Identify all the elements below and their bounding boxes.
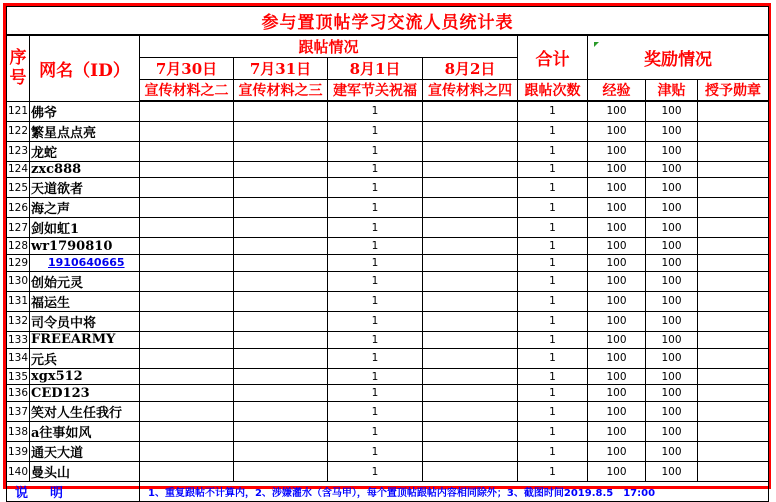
seq-cell: 126 xyxy=(7,198,30,218)
total-cell: 1 xyxy=(518,422,588,442)
day4-cell xyxy=(423,178,518,198)
seq-cell: 132 xyxy=(7,311,30,331)
day1-cell xyxy=(140,331,234,348)
day1-cell xyxy=(140,402,234,422)
experience-cell: 100 xyxy=(588,161,646,178)
day3-cell: 1 xyxy=(328,385,423,402)
day1-cell xyxy=(140,271,234,291)
name-cell: a往事如风 xyxy=(30,422,140,442)
total-cell: 1 xyxy=(518,331,588,348)
follow-count-header: 跟帖次数 xyxy=(518,79,588,101)
day2-cell xyxy=(234,311,328,331)
day2-cell xyxy=(234,238,328,255)
day4-cell xyxy=(423,348,518,368)
day1-cell xyxy=(140,422,234,442)
medal-cell xyxy=(698,238,769,255)
experience-cell: 100 xyxy=(588,311,646,331)
total-cell: 1 xyxy=(518,311,588,331)
day4-cell xyxy=(423,141,518,161)
table-title: 参与置顶帖学习交流人员统计表 xyxy=(7,7,769,35)
day1-cell xyxy=(140,178,234,198)
day1-cell xyxy=(140,141,234,161)
name-cell: xgx512 xyxy=(30,368,140,385)
experience-cell: 100 xyxy=(588,218,646,238)
topic-header-4: 宣传材料之四 xyxy=(423,79,518,101)
day3-cell: 1 xyxy=(328,311,423,331)
day2-cell xyxy=(234,385,328,402)
medal-cell xyxy=(698,348,769,368)
stats-table xyxy=(6,6,769,502)
day2-cell xyxy=(234,291,328,311)
experience-cell: 100 xyxy=(588,422,646,442)
day1-cell xyxy=(140,218,234,238)
day3-cell: 1 xyxy=(328,331,423,348)
table-row xyxy=(7,385,769,402)
table-row xyxy=(7,291,769,311)
day4-cell xyxy=(423,121,518,141)
allowance-header: 津贴 xyxy=(646,79,698,101)
total-cell: 1 xyxy=(518,442,588,462)
day4-cell xyxy=(423,101,518,121)
reward-group-header: 奖励情况 xyxy=(588,35,769,80)
seq-cell: 137 xyxy=(7,402,30,422)
day2-cell xyxy=(234,462,328,482)
seq-cell: 129 xyxy=(7,255,30,272)
seq-cell: 139 xyxy=(7,442,30,462)
allowance-cell: 100 xyxy=(646,271,698,291)
table-row xyxy=(7,121,769,141)
day4-cell xyxy=(423,311,518,331)
sheet-frame xyxy=(3,3,771,502)
day3-cell: 1 xyxy=(328,178,423,198)
seq-cell: 121 xyxy=(7,101,30,121)
total-header: 合计 xyxy=(518,35,588,80)
day4-cell xyxy=(423,161,518,178)
allowance-cell: 100 xyxy=(646,311,698,331)
seq-cell: 127 xyxy=(7,218,30,238)
table-row xyxy=(7,348,769,368)
allowance-cell: 100 xyxy=(646,368,698,385)
seq-cell: 131 xyxy=(7,291,30,311)
total-cell: 1 xyxy=(518,368,588,385)
table-row xyxy=(7,161,769,178)
name-cell: 龙蛇 xyxy=(30,141,140,161)
day1-cell xyxy=(140,311,234,331)
day1-cell xyxy=(140,442,234,462)
day3-cell: 1 xyxy=(328,402,423,422)
total-cell: 1 xyxy=(518,255,588,272)
allowance-cell: 100 xyxy=(646,161,698,178)
experience-cell: 100 xyxy=(588,101,646,121)
total-cell: 1 xyxy=(518,271,588,291)
topic-header-3: 建军节关祝福 xyxy=(328,79,423,101)
allowance-cell: 100 xyxy=(646,385,698,402)
seq-cell: 135 xyxy=(7,368,30,385)
day2-cell xyxy=(234,161,328,178)
day1-cell xyxy=(140,238,234,255)
allowance-cell: 100 xyxy=(646,121,698,141)
total-cell: 1 xyxy=(518,101,588,121)
note-text: 1、重复跟帖不计算内，2、涉嫌灌水（含马甲），每个置顶帖跟帖内容相同除外；3、截图时间2019.8.5 17:00 xyxy=(140,482,769,502)
comment-indicator xyxy=(594,42,599,47)
day2-cell xyxy=(234,101,328,121)
total-cell: 1 xyxy=(518,161,588,178)
day1-cell xyxy=(140,368,234,385)
experience-cell: 100 xyxy=(588,385,646,402)
experience-cell: 100 xyxy=(588,238,646,255)
day4-cell xyxy=(423,385,518,402)
day1-cell xyxy=(140,121,234,141)
allowance-cell: 100 xyxy=(646,198,698,218)
day1-cell xyxy=(140,255,234,272)
name-cell: zxc888 xyxy=(30,161,140,178)
allowance-cell: 100 xyxy=(646,255,698,272)
medal-cell xyxy=(698,311,769,331)
table-row xyxy=(7,101,769,121)
seq-cell: 138 xyxy=(7,422,30,442)
day3-cell: 1 xyxy=(328,198,423,218)
allowance-cell: 100 xyxy=(646,402,698,422)
day2-cell xyxy=(234,271,328,291)
experience-cell: 100 xyxy=(588,402,646,422)
experience-cell: 100 xyxy=(588,255,646,272)
day2-cell xyxy=(234,368,328,385)
seq-header: 序号 xyxy=(7,35,30,102)
name-cell: 海之声 xyxy=(30,198,140,218)
experience-cell: 100 xyxy=(588,271,646,291)
day2-cell xyxy=(234,141,328,161)
allowance-cell: 100 xyxy=(646,462,698,482)
day3-cell: 1 xyxy=(328,121,423,141)
seq-cell: 130 xyxy=(7,271,30,291)
table-row xyxy=(7,422,769,442)
total-cell: 1 xyxy=(518,238,588,255)
day3-cell: 1 xyxy=(328,368,423,385)
total-cell: 1 xyxy=(518,291,588,311)
note-row xyxy=(7,482,769,502)
day4-cell xyxy=(423,238,518,255)
medal-cell xyxy=(698,442,769,462)
allowance-cell: 100 xyxy=(646,331,698,348)
name-cell: 剑如虹1 xyxy=(30,218,140,238)
table-row xyxy=(7,178,769,198)
medal-cell xyxy=(698,178,769,198)
allowance-cell: 100 xyxy=(646,178,698,198)
medal-cell xyxy=(698,422,769,442)
total-cell: 1 xyxy=(518,178,588,198)
table-row xyxy=(7,238,769,255)
experience-cell: 100 xyxy=(588,198,646,218)
name-link[interactable]: 1910640665 xyxy=(30,255,140,272)
allowance-cell: 100 xyxy=(646,348,698,368)
experience-cell: 100 xyxy=(588,121,646,141)
table-row xyxy=(7,141,769,161)
day4-cell xyxy=(423,462,518,482)
follow-group-header: 跟帖情况 xyxy=(140,35,518,58)
day3-cell: 1 xyxy=(328,255,423,272)
name-cell: FREEARMY xyxy=(30,331,140,348)
name-cell: 创始元灵 xyxy=(30,271,140,291)
allowance-cell: 100 xyxy=(646,218,698,238)
day1-cell xyxy=(140,101,234,121)
experience-header: 经验 xyxy=(588,79,646,101)
medal-cell xyxy=(698,331,769,348)
day3-cell: 1 xyxy=(328,161,423,178)
day3-cell: 1 xyxy=(328,348,423,368)
header-row-1 xyxy=(7,35,769,58)
medal-cell xyxy=(698,385,769,402)
seq-cell: 136 xyxy=(7,385,30,402)
total-cell: 1 xyxy=(518,121,588,141)
name-cell: 元兵 xyxy=(30,348,140,368)
table-row xyxy=(7,271,769,291)
allowance-cell: 100 xyxy=(646,238,698,255)
medal-cell xyxy=(698,141,769,161)
name-cell: 司令员中将 xyxy=(30,311,140,331)
day3-cell: 1 xyxy=(328,238,423,255)
day3-cell: 1 xyxy=(328,218,423,238)
experience-cell: 100 xyxy=(588,462,646,482)
table-row xyxy=(7,402,769,422)
day4-cell xyxy=(423,218,518,238)
total-cell: 1 xyxy=(518,402,588,422)
medal-cell xyxy=(698,161,769,178)
day2-cell xyxy=(234,402,328,422)
name-cell: 通天大道 xyxy=(30,442,140,462)
seq-cell: 128 xyxy=(7,238,30,255)
table-row xyxy=(7,311,769,331)
date-header-1: 7月30日 xyxy=(140,57,234,79)
day3-cell: 1 xyxy=(328,422,423,442)
medal-cell xyxy=(698,402,769,422)
allowance-cell: 100 xyxy=(646,141,698,161)
day1-cell xyxy=(140,462,234,482)
table-row xyxy=(7,462,769,482)
seq-cell: 124 xyxy=(7,161,30,178)
medal-cell xyxy=(698,198,769,218)
day4-cell xyxy=(423,402,518,422)
experience-cell: 100 xyxy=(588,442,646,462)
medal-cell xyxy=(698,271,769,291)
allowance-cell: 100 xyxy=(646,442,698,462)
note-label: 说明 xyxy=(7,482,140,502)
day2-cell xyxy=(234,331,328,348)
total-cell: 1 xyxy=(518,385,588,402)
table-row xyxy=(7,331,769,348)
day2-cell xyxy=(234,422,328,442)
allowance-cell: 100 xyxy=(646,422,698,442)
experience-cell: 100 xyxy=(588,178,646,198)
name-cell: 笑对人生任我行 xyxy=(30,402,140,422)
experience-cell: 100 xyxy=(588,331,646,348)
topic-header-2: 宣传材料之三 xyxy=(234,79,328,101)
topic-header-1: 宣传材料之二 xyxy=(140,79,234,101)
name-cell: 福运生 xyxy=(30,291,140,311)
day1-cell xyxy=(140,198,234,218)
table-row xyxy=(7,218,769,238)
medal-header: 授予勋章 xyxy=(698,79,769,101)
day2-cell xyxy=(234,348,328,368)
day2-cell xyxy=(234,198,328,218)
table-row xyxy=(7,368,769,385)
allowance-cell: 100 xyxy=(646,101,698,121)
seq-cell: 123 xyxy=(7,141,30,161)
medal-cell xyxy=(698,255,769,272)
day4-cell xyxy=(423,271,518,291)
total-cell: 1 xyxy=(518,218,588,238)
name-cell: 曼头山 xyxy=(30,462,140,482)
seq-cell: 122 xyxy=(7,121,30,141)
allowance-cell: 100 xyxy=(646,291,698,311)
experience-cell: 100 xyxy=(588,291,646,311)
seq-cell: 140 xyxy=(7,462,30,482)
day3-cell: 1 xyxy=(328,141,423,161)
day3-cell: 1 xyxy=(328,271,423,291)
name-cell: 天道欲者 xyxy=(30,178,140,198)
day1-cell xyxy=(140,291,234,311)
title-row xyxy=(7,7,769,35)
name-cell: 佛爷 xyxy=(30,101,140,121)
total-cell: 1 xyxy=(518,141,588,161)
day2-cell xyxy=(234,218,328,238)
day2-cell xyxy=(234,255,328,272)
day1-cell xyxy=(140,385,234,402)
date-header-2: 7月31日 xyxy=(234,57,328,79)
medal-cell xyxy=(698,101,769,121)
day4-cell xyxy=(423,331,518,348)
date-header-3: 8月1日 xyxy=(328,57,423,79)
name-cell: CED123 xyxy=(30,385,140,402)
name-header: 网名（ID） xyxy=(30,35,140,102)
day1-cell xyxy=(140,348,234,368)
day2-cell xyxy=(234,121,328,141)
day4-cell xyxy=(423,442,518,462)
name-cell: 繁星点点亮 xyxy=(30,121,140,141)
day4-cell xyxy=(423,422,518,442)
day4-cell xyxy=(423,291,518,311)
medal-cell xyxy=(698,291,769,311)
experience-cell: 100 xyxy=(588,368,646,385)
day4-cell xyxy=(423,368,518,385)
name-cell: wr1790810 xyxy=(30,238,140,255)
seq-cell: 125 xyxy=(7,178,30,198)
day4-cell xyxy=(423,255,518,272)
total-cell: 1 xyxy=(518,198,588,218)
experience-cell: 100 xyxy=(588,141,646,161)
day2-cell xyxy=(234,178,328,198)
medal-cell xyxy=(698,368,769,385)
date-header-4: 8月2日 xyxy=(423,57,518,79)
table-row xyxy=(7,255,769,272)
medal-cell xyxy=(698,121,769,141)
total-cell: 1 xyxy=(518,462,588,482)
total-cell: 1 xyxy=(518,348,588,368)
table-row xyxy=(7,442,769,462)
day2-cell xyxy=(234,442,328,462)
seq-cell: 133 xyxy=(7,331,30,348)
day3-cell: 1 xyxy=(328,101,423,121)
day1-cell xyxy=(140,161,234,178)
medal-cell xyxy=(698,462,769,482)
seq-cell: 134 xyxy=(7,348,30,368)
table-row xyxy=(7,198,769,218)
day3-cell: 1 xyxy=(328,462,423,482)
experience-cell: 100 xyxy=(588,348,646,368)
day3-cell: 1 xyxy=(328,291,423,311)
day4-cell xyxy=(423,198,518,218)
medal-cell xyxy=(698,218,769,238)
day3-cell: 1 xyxy=(328,442,423,462)
